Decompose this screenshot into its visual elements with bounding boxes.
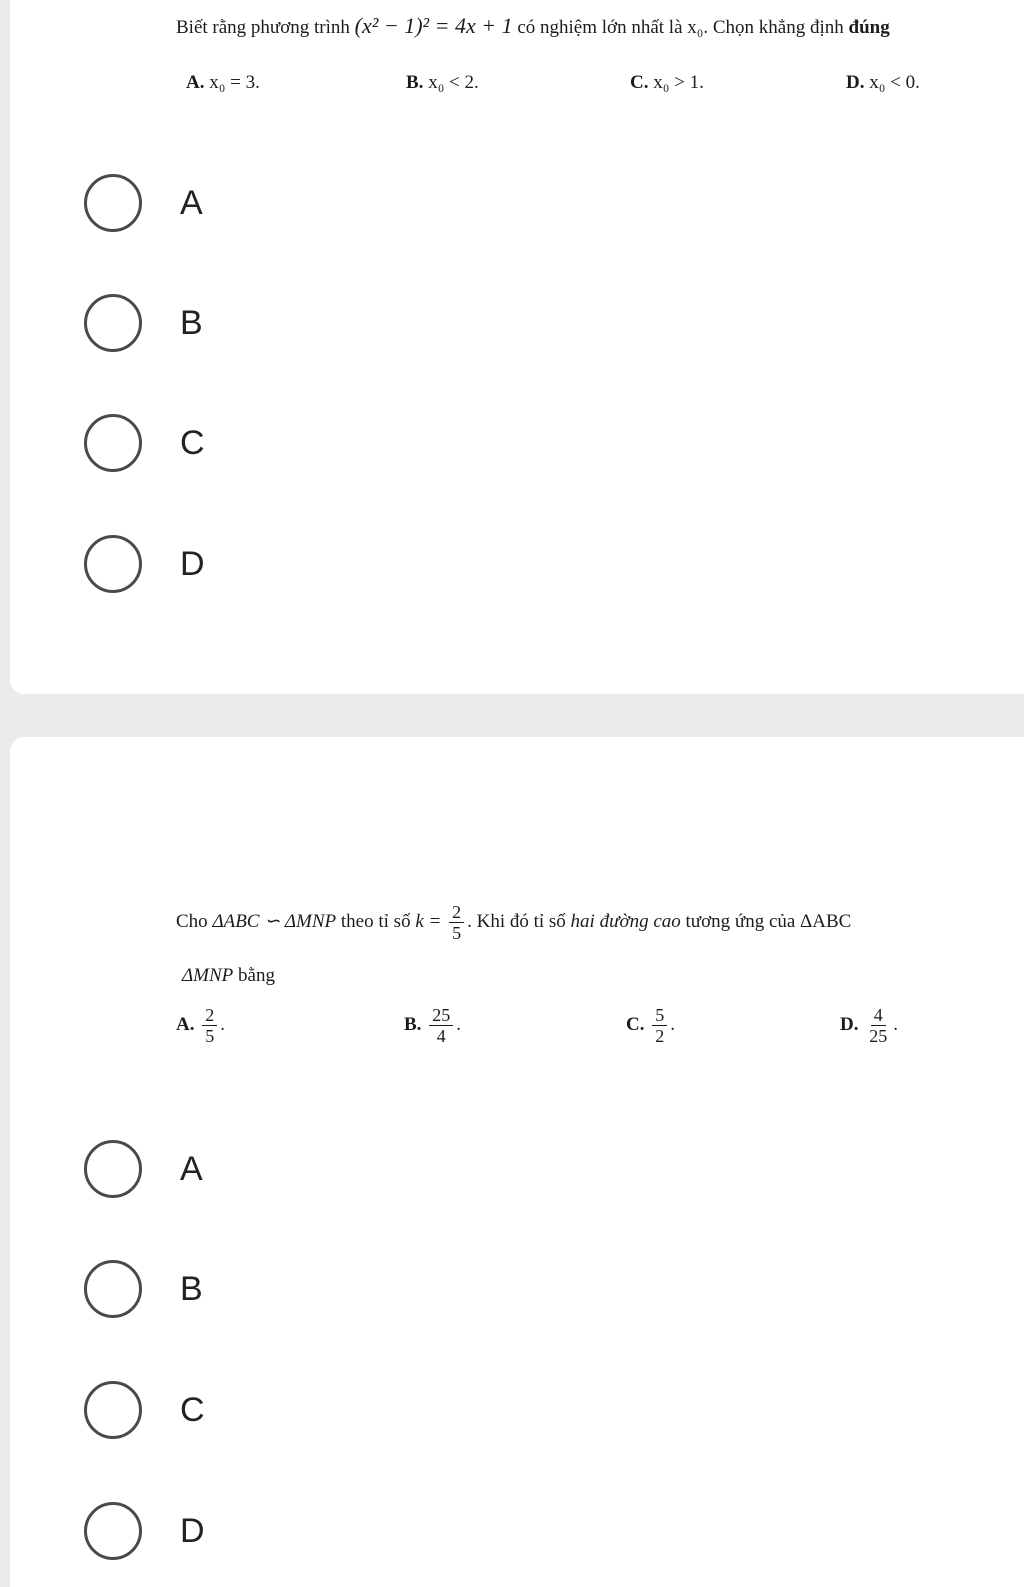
radio-circle-icon[interactable] <box>84 1381 142 1439</box>
radio-label: D <box>180 1511 205 1550</box>
q2-k-variable: k = <box>415 910 442 932</box>
q1-option-c: C. x₀ > 1. <box>630 72 704 93</box>
q1-mid-text: có nghiệm lớn nhất là x₀. Chọn khẳng định <box>517 17 844 38</box>
q2-radio-b[interactable] <box>84 1259 203 1319</box>
q2-option-c: C. $\frac{5}{2}$ . <box>626 1005 675 1046</box>
radio-circle-icon[interactable] <box>84 1260 142 1318</box>
radio-circle-icon[interactable] <box>84 294 142 352</box>
q2-radio-a[interactable] <box>84 1139 203 1199</box>
q2-tail-text: tương ứng của ΔABC <box>685 910 852 932</box>
q2-theo-text: theo tỉ số <box>340 910 411 932</box>
radio-label: C <box>180 423 205 462</box>
radio-circle-icon[interactable] <box>84 414 142 472</box>
radio-label: A <box>180 1149 203 1188</box>
q2-radio-c[interactable] <box>84 1380 205 1440</box>
q2-radio-d[interactable] <box>84 1501 205 1561</box>
radio-label: B <box>180 1269 203 1308</box>
radio-label: A <box>180 183 203 222</box>
q1-radio-a[interactable] <box>84 173 203 233</box>
radio-label: B <box>180 303 203 342</box>
q1-radio-d[interactable] <box>84 534 205 594</box>
radio-circle-icon[interactable] <box>84 1502 142 1560</box>
radio-circle-icon[interactable] <box>84 1140 142 1198</box>
q1-emphasis: đúng <box>848 17 890 38</box>
q2-similar-symbol: ΔABC ∽ ΔMNP <box>212 910 337 932</box>
q2-line2-text: bằng <box>238 965 275 986</box>
q2-option-d: D. $\frac{4}{25}$ . <box>840 1005 898 1046</box>
q1-equation: (x² − 1)² = 4x + 1 <box>354 13 513 38</box>
question-card-1 <box>10 0 1024 694</box>
q2-option-b: B. $\frac{25}{4}$ . <box>404 1005 461 1046</box>
q2-line2-symbol: ΔMNP <box>182 965 234 986</box>
question-2-line2 <box>182 965 275 987</box>
radio-circle-icon[interactable] <box>84 174 142 232</box>
q1-radio-c[interactable] <box>84 413 205 473</box>
q1-intro-text: Biết rằng phương trình <box>176 17 350 38</box>
radio-circle-icon[interactable] <box>84 535 142 593</box>
q2-after-text: . Khi đó tỉ số <box>467 910 566 932</box>
q1-option-d: D. x₀ < 0. <box>846 72 920 93</box>
q2-italic-phrase: hai đường cao <box>570 910 681 932</box>
radio-label: D <box>180 544 205 583</box>
q2-option-a: A. $\frac{2}{5}$ . <box>176 1005 225 1046</box>
question-card-2 <box>10 737 1024 1587</box>
q1-radio-b[interactable] <box>84 293 203 353</box>
q1-option-b: B. x₀ < 2. <box>406 72 479 93</box>
q1-option-a: A. x₀ = 3. <box>186 72 260 93</box>
question-2-statement <box>176 902 851 943</box>
radio-label: C <box>180 1390 205 1429</box>
q2-k-fraction: $\frac{2}{5}$ <box>449 902 464 943</box>
q2-intro-text: Cho <box>176 910 208 932</box>
